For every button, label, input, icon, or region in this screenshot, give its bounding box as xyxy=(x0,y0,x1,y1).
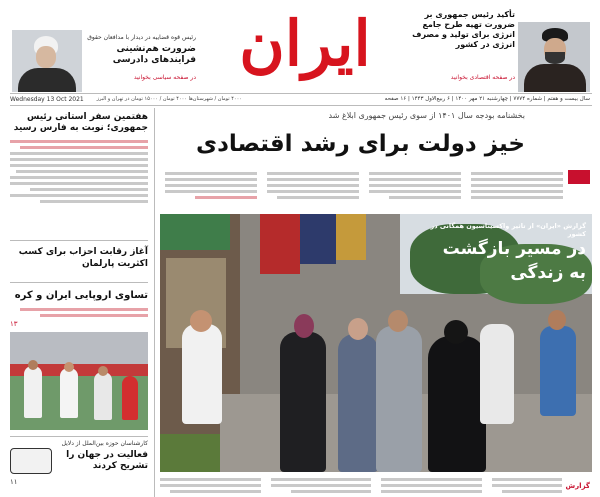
sidebar-divider xyxy=(10,436,148,437)
photo-caption-tag: گزارش xyxy=(565,482,590,490)
main-kicker: بخشنامه بودجه سال ۱۴۰۱ از سوی رئیس جمهوری ابلاغ شد xyxy=(328,111,525,120)
teaser-left-kicker: رئیس قوه قضاییه در دیدار با مدافعان حقوق xyxy=(87,34,196,41)
photo-caption xyxy=(160,476,592,496)
teaser-left-photo xyxy=(12,30,82,92)
section-badge-icon xyxy=(568,170,590,184)
sidebar-story4-headline: فعالیت در جهان را تشریح کردند xyxy=(66,450,148,471)
teaser-right-headline: تأکید رئیس جمهوری بر ضرورت تهیه طرح جامع انرژی برای تولید و مصرف انرژی در کشور xyxy=(412,10,515,49)
photo-headline-line2: به زندگی xyxy=(510,263,586,283)
teaser-right-photo xyxy=(518,22,590,92)
newspaper-logo: ایران xyxy=(239,7,371,80)
sidebar-story3-headline: تساوی اروپایی ایران و کره xyxy=(14,290,148,301)
column-divider xyxy=(154,108,155,497)
sidebar-story2-headline: آغاز رقابت احزاب برای کسب اکثریت پارلمان xyxy=(18,247,148,269)
sidebar-story4-page: ۱۱ xyxy=(10,478,18,486)
main-headline: خیز دولت برای رشد اقتصادی xyxy=(196,131,525,157)
sidebar-divider xyxy=(10,282,148,283)
main-body-text xyxy=(165,170,563,206)
sidebar-divider xyxy=(10,240,148,241)
sidebar-story1-body xyxy=(10,138,148,220)
sidebar xyxy=(10,108,150,497)
masthead xyxy=(0,0,600,100)
date-bar xyxy=(10,93,592,106)
photo-headline-line1: در مسیر بازگشت xyxy=(442,239,586,259)
teaser-right-link[interactable]: در صفحه اقتصادی بخوانید xyxy=(450,74,515,81)
sidebar-story3-body xyxy=(10,308,148,320)
teaser-left-link[interactable]: در صفحه سیاسی بخوانید xyxy=(133,74,196,81)
sidebar-story4-graphic xyxy=(10,448,52,474)
photo-kicker: گزارش «ایران» از تاثیر واکسیناسیون همگانی در کشور xyxy=(430,222,586,238)
date-line-en: Wednesday 13 Oct 2021 xyxy=(10,96,84,103)
sidebar-story1-headline: هفتمین سفر استانی رئیس جمهوری؛ نوبت به فارس رسید xyxy=(13,112,148,133)
sidebar-story3-page: ۱۳ xyxy=(10,320,18,328)
date-line: سال بیست و هفتم | شماره ۷۷۷۴ | چهارشنبه ۲۱ مهر ۱۴۰۰ | ۶ ربیع‌الاول ۱۴۴۳ | ۱۶ صفحه xyxy=(384,96,590,102)
teaser-left-headline: ضرورت هم‌نشینی فرایندهای دادرسی xyxy=(112,44,196,65)
price-line: ۴۰۰۰ تومان / شهرستان‌ها ۴۰۰۰ تومان / ۱۵۰۰۰ تومان در تهران و البرز xyxy=(96,96,242,102)
sidebar-story4-kicker: کارشناسان حوزه بین‌الملل از دلایل xyxy=(61,440,148,447)
football-photo xyxy=(10,332,148,430)
